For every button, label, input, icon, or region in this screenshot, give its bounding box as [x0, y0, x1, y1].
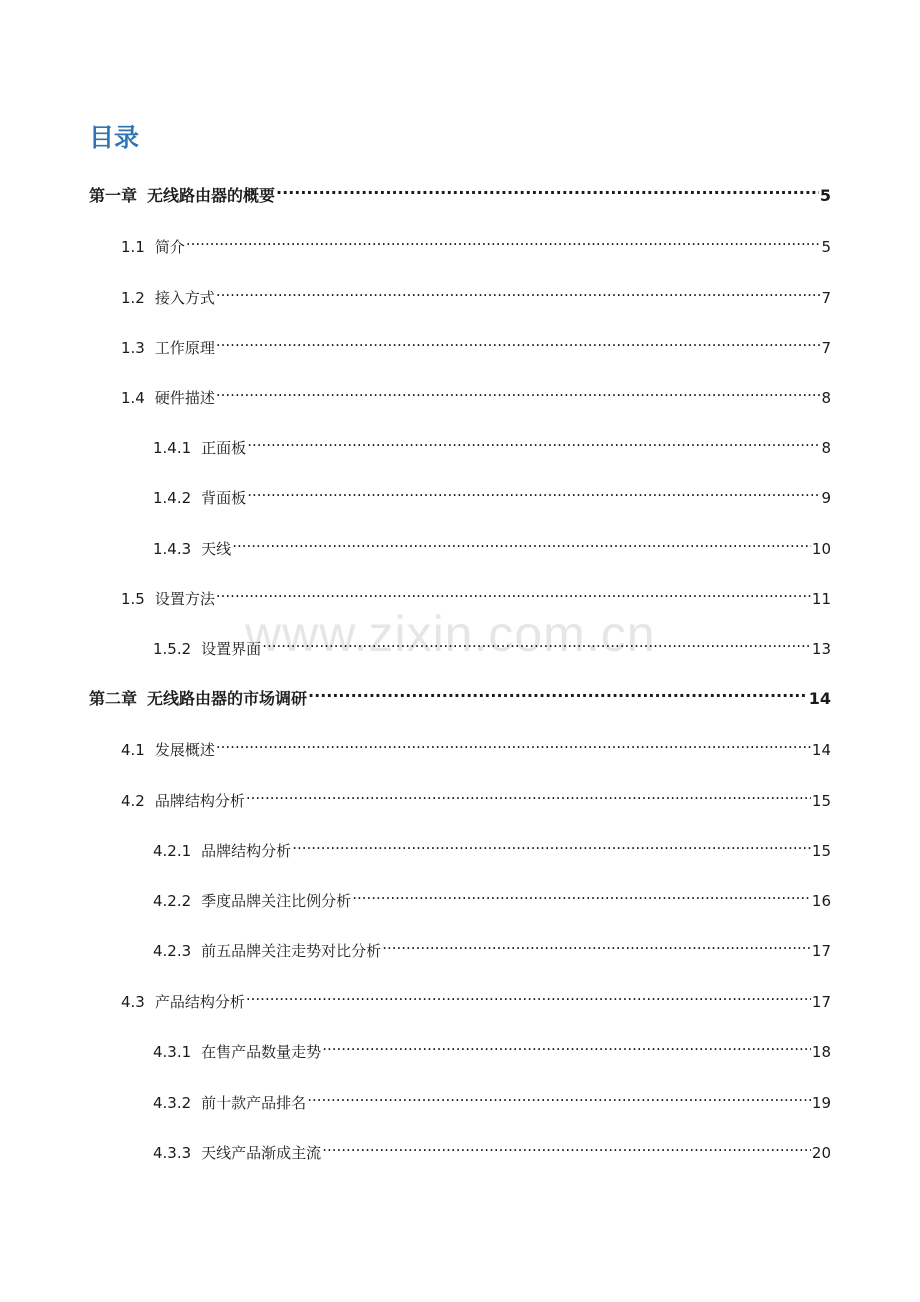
toc-entry-section[interactable]	[121, 279, 831, 307]
toc-dot-leader	[216, 279, 821, 303]
toc-entry-page: 20	[811, 1144, 831, 1162]
toc-entry-text: 设置方法	[154, 590, 215, 608]
toc-entry-page: 9	[821, 489, 831, 507]
toc-dot-leader	[246, 782, 811, 806]
toc-entry-number: 4.3.1	[153, 1043, 192, 1061]
toc-entry-number: 第一章	[89, 186, 138, 205]
toc-dot-leader	[308, 680, 808, 704]
toc-dot-leader	[292, 832, 811, 856]
toc-entry-text: 天线	[201, 540, 232, 558]
toc-entry-page: 17	[811, 942, 831, 960]
toc-entry-chapter-1[interactable]	[89, 177, 831, 205]
toc-dot-leader	[276, 177, 819, 201]
toc-dot-leader	[216, 329, 821, 353]
toc-dot-leader	[216, 580, 811, 604]
toc-entry-text: 简介	[154, 238, 185, 256]
toc-entry-number: 4.3.2	[153, 1094, 192, 1112]
toc-entry-number: 1.1	[121, 238, 145, 256]
toc-entry-number: 第二章	[89, 689, 138, 708]
toc-entry-number: 1.4.3	[153, 540, 192, 558]
toc-dot-leader	[307, 1084, 811, 1108]
toc-entry-subsection[interactable]	[153, 429, 831, 457]
toc-entry-text: 硬件描述	[154, 389, 215, 407]
toc-dot-leader	[232, 530, 811, 554]
toc-entry-section[interactable]	[121, 228, 831, 256]
toc-entry-page: 17	[811, 993, 831, 1011]
toc-entry-page: 13	[811, 640, 831, 658]
toc-entry-text: 前五品牌关注走势对比分析	[201, 942, 382, 960]
toc-dot-leader	[246, 983, 811, 1007]
toc-dot-leader	[322, 1033, 811, 1057]
toc-entry-text: 发展概述	[154, 741, 215, 759]
toc-entry-text: 背面板	[201, 489, 247, 507]
toc-entry-text: 工作原理	[154, 339, 215, 357]
toc-title: 目录	[89, 123, 140, 152]
toc-entry-subsection[interactable]	[153, 1084, 831, 1112]
toc-entry-text: 季度品牌关注比例分析	[201, 892, 352, 910]
toc-entry-text: 产品结构分析	[154, 993, 245, 1011]
toc-entry-number: 4.2	[121, 792, 145, 810]
toc-entry-number: 1.2	[121, 289, 145, 307]
toc-entry-number: 1.4.2	[153, 489, 192, 507]
toc-entry-text: 天线产品渐成主流	[201, 1144, 322, 1162]
toc-dot-leader	[216, 379, 821, 403]
toc-entry-text: 无线路由器的市场调研	[147, 689, 308, 708]
toc-entry-page: 18	[811, 1043, 831, 1061]
toc-entry-number: 4.2.1	[153, 842, 192, 860]
toc-entry-text: 品牌结构分析	[201, 842, 292, 860]
toc-dot-leader	[382, 932, 811, 956]
toc-entry-text: 在售产品数量走势	[201, 1043, 322, 1061]
toc-entry-number: 4.3	[121, 993, 145, 1011]
toc-entry-page: 7	[821, 339, 831, 357]
toc-entry-page: 7	[821, 289, 831, 307]
toc-entry-page: 14	[808, 689, 831, 708]
toc-entry-page: 19	[811, 1094, 831, 1112]
toc-entry-subsection[interactable]	[153, 882, 831, 910]
toc-entry-page: 10	[811, 540, 831, 558]
toc-entry-section[interactable]	[121, 580, 831, 608]
toc-entry-number: 4.1	[121, 741, 145, 759]
toc-entry-page: 11	[811, 590, 831, 608]
toc-entry-subsection[interactable]	[153, 1033, 831, 1061]
toc-entry-section[interactable]	[121, 731, 831, 759]
toc-entry-section[interactable]	[121, 983, 831, 1011]
toc-entry-page: 5	[819, 186, 831, 205]
toc-entry-number: 4.2.2	[153, 892, 192, 910]
toc-entry-page: 15	[811, 842, 831, 860]
toc-dot-leader	[322, 1134, 811, 1158]
toc-entry-number: 1.5	[121, 590, 145, 608]
toc-entry-page: 15	[811, 792, 831, 810]
toc-entry-subsection[interactable]	[153, 479, 831, 507]
toc-dot-leader	[262, 630, 811, 654]
toc-entry-number: 1.4	[121, 389, 145, 407]
toc-entry-number: 1.4.1	[153, 439, 192, 457]
toc-entry-page: 5	[821, 238, 831, 256]
toc-entry-page: 8	[821, 439, 831, 457]
toc-dot-leader	[216, 731, 811, 755]
toc-entry-text: 无线路由器的概要	[147, 186, 276, 205]
toc-entry-subsection[interactable]	[153, 530, 831, 558]
watermark: www.zixin.com.cn	[245, 606, 656, 662]
toc-entry-number: 4.2.3	[153, 942, 192, 960]
toc-entry-number: 1.5.2	[153, 640, 192, 658]
toc-entry-chapter-2[interactable]	[89, 680, 831, 708]
toc-entry-text: 品牌结构分析	[154, 792, 245, 810]
toc-entry-number: 1.3	[121, 339, 145, 357]
toc-entry-page: 16	[811, 892, 831, 910]
toc-dot-leader	[247, 479, 820, 503]
toc-entry-text: 设置界面	[201, 640, 262, 658]
toc-dot-leader	[352, 882, 811, 906]
toc-entry-page: 8	[821, 389, 831, 407]
toc-dot-leader	[247, 429, 820, 453]
toc-entry-subsection[interactable]	[153, 1134, 831, 1162]
toc-entry-section[interactable]	[121, 379, 831, 407]
toc-entry-text: 接入方式	[154, 289, 215, 307]
toc-entry-text: 前十款产品排名	[201, 1094, 307, 1112]
toc-entry-subsection[interactable]	[153, 932, 831, 960]
toc-entry-number: 4.3.3	[153, 1144, 192, 1162]
toc-entry-section[interactable]	[121, 329, 831, 357]
toc-entry-text: 正面板	[201, 439, 247, 457]
toc-entry-section[interactable]	[121, 782, 831, 810]
toc-entry-subsection[interactable]	[153, 832, 831, 860]
toc-entry-page: 14	[811, 741, 831, 759]
toc-dot-leader	[186, 228, 821, 252]
